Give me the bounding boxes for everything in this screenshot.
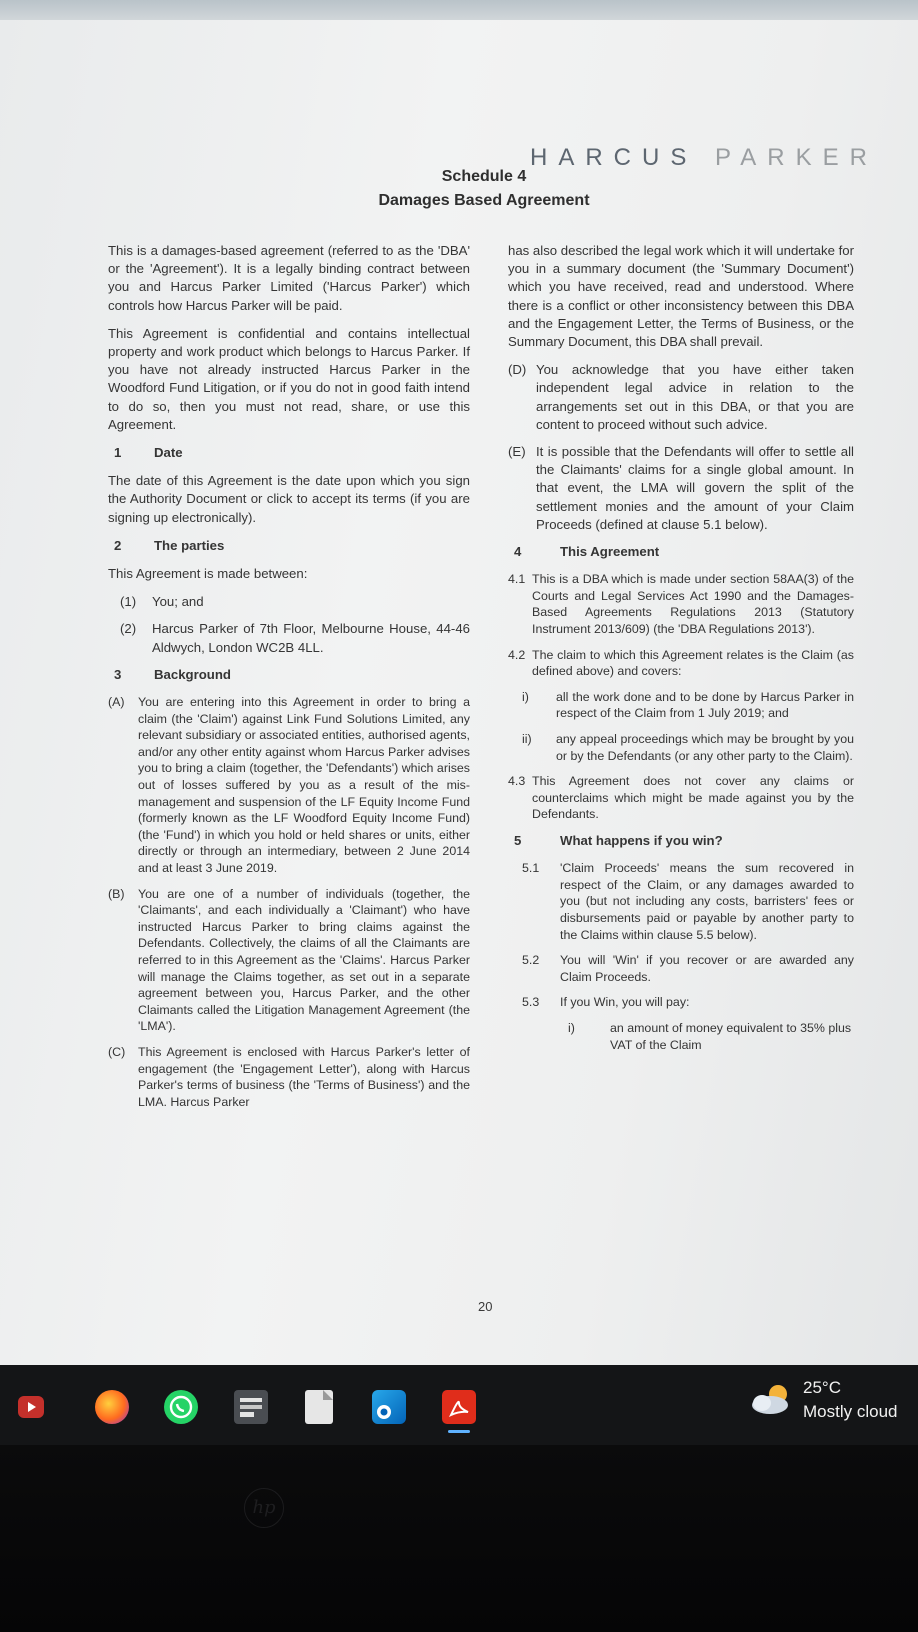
intro-paragraph-2: This Agreement is confidential and contains intellectual property and work product which belongs to Harcus Parker. If you have not already instructed Harcus Parker in the Woodford Fund Litigation, or if you do not in good faith intend to do so, then you must not read, share, or use this Agreement. xyxy=(108,325,470,432)
section-3-heading: 3 Background xyxy=(114,666,231,682)
parties-intro: This Agreement is made between: xyxy=(108,566,308,582)
page-number: 20 xyxy=(478,1299,493,1314)
schedule-subtitle: Damages Based Agreement xyxy=(378,192,590,209)
laptop-bezel xyxy=(0,1445,918,1632)
clause-4-2: 4.2 The claim to which this Agreement relates is the Claim (as defined above) and covers: xyxy=(508,647,854,679)
screen-top-edge xyxy=(0,0,918,22)
notepad-icon[interactable] xyxy=(305,1390,333,1424)
firefox-icon[interactable] xyxy=(95,1390,129,1424)
clause-5-3: 5.3 If you Win, you will pay: xyxy=(522,995,690,1010)
background-b: (B) You are one of a number of individuals (together, the 'Claimants', and each individually a 'Claimant') who have instructed Harcus Parker to bring claims against the Defendants. Collectively, the claims of all the Claimants are referred to in this Agreement as the 'Claims'. Harcus Parker will manage the Claims together, as set out in a separate agreement between you, Harcus Parker, and the other Claimants called the Litigation Management Agreement (the 'LMA'). xyxy=(108,886,470,1034)
intro-paragraph-1: This is a damages-based agreement (referred to as the 'DBA' or the 'Agreement'). It is a legally binding contract between you and Harcus Parker Limited ('Harcus Parker') which controls how Harcus Parker will be paid. xyxy=(108,243,470,313)
brand-accent: PARKER xyxy=(715,144,878,171)
clause-4-2-ii: ii) any appeal proceedings which may be brought by you or by the Defendants (or any other party to the Claim). xyxy=(522,732,854,763)
outlook-icon[interactable] xyxy=(372,1390,406,1424)
weather-temperature[interactable]: 25°C xyxy=(803,1378,841,1397)
section-5-heading: 5 What happens if you win? xyxy=(514,832,723,848)
clause-4-3: 4.3 This Agreement does not cover any claims or counterclaims which might be made against you by the Defendants. xyxy=(508,774,854,822)
weather-icon[interactable] xyxy=(748,1382,796,1416)
background-c: (C) This Agreement is enclosed with Harcus Parker's letter of engagement (the 'Engagement Letter'), along with Harcus Parker's terms of business (the 'Terms of Business') and the LMA. Harcus Parker xyxy=(108,1044,470,1109)
party-2: (2) Harcus Parker of 7th Floor, Melbourne House, 44-46 Aldwych, London WC2B 4LL. xyxy=(120,621,470,655)
section-2-heading: 2 The parties xyxy=(114,537,225,553)
background-e: (E) It is possible that the Defendants will offer to settle all the Claimants' claims for a single global amount. In that event, the LMA will govern the split of the settlement monies and the amount of your Claim Proceeds (defined at clause 5.1 below). xyxy=(508,444,854,532)
section-4-heading: 4 This Agreement xyxy=(514,544,660,560)
background-c-continued: has also described the legal work which it will undertake for you in a summary document (the 'Summary Document') which you have received, read and understood. Where there is a conflict or other inconsistency between this DBA and the Engagement Letter, the Terms of Business, or the Summary Document, this DBA shall prevail. xyxy=(508,243,854,350)
schedule-title: Schedule 4 xyxy=(441,168,527,185)
right-column xyxy=(508,242,854,1062)
clause-4-2-i: i) all the work done and to be done by Harcus Parker in respect of the Claim from 1 July 2019; and xyxy=(522,689,854,721)
whatsapp-icon[interactable] xyxy=(164,1390,198,1424)
background-a: (A) You are entering into this Agreement in order to bring a claim (the 'Claim') against Link Fund Solutions Limited, any relevant subsidiary or associated entities, authorised agents, and/or any other entity against whom Harcus Parker advises you to bring a claim (together, the 'Defendants') which arises out of losses suffered by you as a result of the mis-management and suspension of the LF Equity Income Fund (formerly known as the LF Woodford Equity Income Fund) (the 'Fund') in which you hold or held shares or units, either directly or through an intermediary, between 2 June 2014 and at least 3 June 2019. xyxy=(108,695,470,875)
background-d: (D) You acknowledge that you have either taken independent legal advice in relation to the arrangements set out in this DBA, or that you are content to proceed without such advice. xyxy=(508,362,854,432)
document-page xyxy=(0,20,918,1365)
clause-5-1: 5.1 'Claim Proceeds' means the sum recovered in respect of the Claim, or any damages awarded to you (but not including any costs, barristers' fees or disbursements paid or payable by another party to the Claims within clause 5.5 below). xyxy=(522,861,854,942)
clause-5-3-i: i) an amount of money equivalent to 35% plus VAT of the Claim xyxy=(568,1020,852,1052)
weather-description[interactable]: Mostly cloud xyxy=(803,1402,898,1421)
party-1: (1) You; and xyxy=(120,594,204,610)
clause-4-1: 4.1 This is a DBA which is made under section 58AA(3) of the Courts and Legal Services Act 1990 and the Damages-Based Agreements Regulations 2013 (Statutory Instrument 2013/609) (the 'DBA Regulations 2013'). xyxy=(508,572,854,637)
section-1-heading: 1 Date xyxy=(114,445,183,461)
clause-5-2: 5.2 You will 'Win' if you recover or are awarded any Claim Proceeds. xyxy=(522,953,854,984)
acrobat-icon[interactable] xyxy=(442,1390,476,1424)
hp-logo-icon: hp xyxy=(244,1488,284,1528)
date-paragraph: The date of this Agreement is the date upon which you sign the Authority Document or click to accept its terms (if you are signing up electronically). xyxy=(108,473,470,525)
youtube-icon[interactable] xyxy=(18,1396,44,1418)
file-explorer-icon[interactable] xyxy=(234,1390,268,1424)
left-column xyxy=(108,242,470,1119)
active-app-indicator xyxy=(448,1430,470,1433)
brand-main: HARCUS xyxy=(530,144,698,171)
